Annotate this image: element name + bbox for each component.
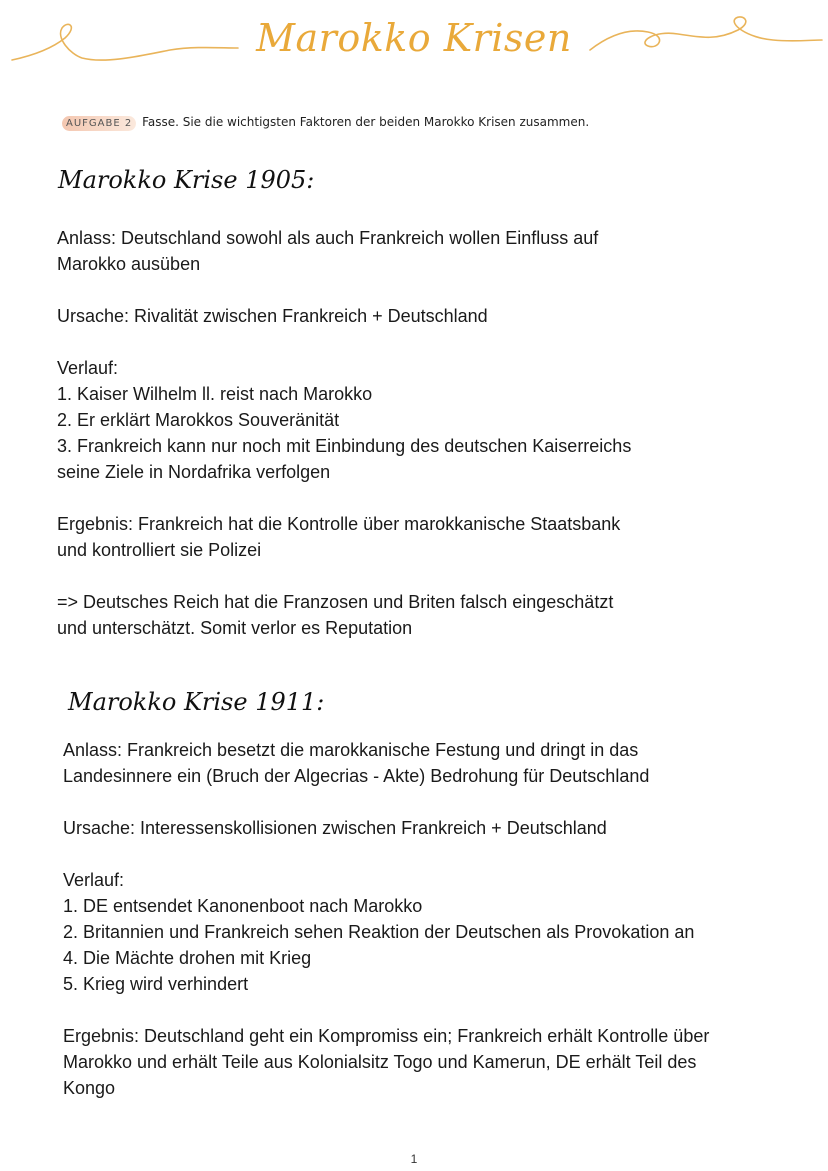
ergebnis-line: Ergebnis: Frankreich hat die Kontrolle über marokkanische Staatsbank: [57, 514, 621, 534]
page-number: 1: [410, 1152, 418, 1166]
task-instruction: [62, 115, 589, 131]
verlauf-item: 4. Die Mächte drohen mit Krieg: [63, 948, 312, 968]
page-title: Marokko Krisen: [256, 16, 572, 60]
task-text: Fasse. Sie die wichtigsten Faktoren der beiden Marokko Krisen zusammen.: [142, 115, 590, 129]
fazit-line: und unterschätzt. Somit verlor es Reputation: [57, 618, 413, 638]
ergebnis-line: Marokko und erhält Teile aus Kolonialsitz Togo und Kamerun, DE erhält Teil des: [63, 1052, 697, 1072]
verlauf-item: 1. DE entsendet Kanonenboot nach Marokko: [63, 896, 423, 916]
section-heading-1911: Marokko Krise 1911:: [68, 688, 325, 716]
ergebnis-line: und kontrolliert sie Polizei: [57, 540, 262, 560]
verlauf-item: 3. Frankreich kann nur noch mit Einbindung des deutschen Kaiserreichs: [57, 436, 632, 456]
anlass-line: Marokko ausüben: [57, 254, 201, 274]
verlauf-item: 1. Kaiser Wilhelm ll. reist nach Marokko: [57, 384, 373, 404]
ursache-line: Ursache: Interessenskollisionen zwischen Frankreich + Deutschland: [63, 818, 607, 838]
ergebnis-line: Ergebnis: Deutschland geht ein Kompromiss ein; Frankreich erhält Kontrolle über: [63, 1026, 710, 1046]
section-body-1911: [63, 737, 709, 1101]
verlauf-item: seine Ziele in Nordafrika verfolgen: [57, 462, 331, 482]
fazit-line: => Deutsches Reich hat die Franzosen und Briten falsch eingeschätzt: [57, 592, 614, 612]
anlass-line: Landesinnere ein (Bruch der Algecrias - Akte) Bedrohung für Deutschland: [63, 766, 650, 786]
verlauf-item: 2. Er erklärt Marokkos Souveränität: [57, 410, 340, 430]
verlauf-item: 2. Britannien und Frankreich sehen Reaktion der Deutschen als Provokation an: [63, 922, 695, 942]
task-badge: AUFGABE 2: [62, 116, 136, 131]
verlauf-label: Verlauf:: [57, 358, 119, 378]
ursache-line: Ursache: Rivalität zwischen Frankreich + Deutschland: [57, 306, 488, 326]
verlauf-item: 5. Krieg wird verhindert: [63, 974, 249, 994]
section-body-1905: [57, 225, 631, 641]
anlass-line: Anlass: Deutschland sowohl als auch Frankreich wollen Einfluss auf: [57, 228, 599, 248]
section-heading-1905: Marokko Krise 1905:: [58, 166, 315, 194]
anlass-line: Anlass: Frankreich besetzt die marokkanische Festung und dringt in das: [63, 740, 639, 760]
verlauf-label: Verlauf:: [63, 870, 125, 890]
ergebnis-line: Kongo: [63, 1078, 116, 1098]
